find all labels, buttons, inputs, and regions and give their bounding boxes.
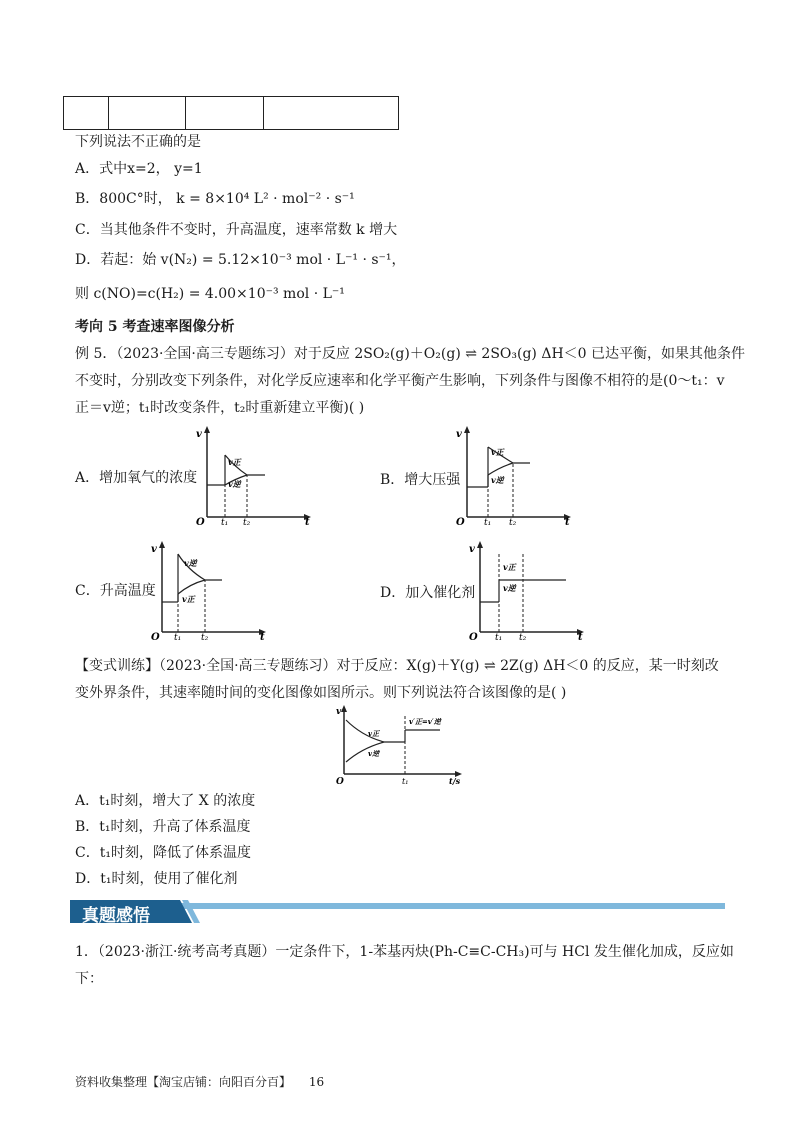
example5-line1: 例 5．（2023·全国·高三专题练习）对于反应 2SO₂(g)＋O₂(g) ⇌ 2SO₃(g) ΔH＜0 已达平衡，如果其他条件 [75,346,746,362]
v-ni-label: v逆 [228,479,241,489]
variant-option-b: B．t₁时刻，升高了体系温度 [75,819,251,835]
t1-label: t₁ [174,633,182,640]
option-a: A．式中x=2， y=1 [75,161,203,177]
axis-v-label: v [469,544,475,555]
graph-a [195,425,315,525]
t1-label: t₁ [221,518,229,525]
table-cell [264,97,399,130]
v-ni-label: v逆 [491,475,504,485]
v-zheng-label: v正 [368,729,380,738]
v-ni-label: v逆 [503,583,516,593]
example5-line2: 不变时，分别改变下列条件，对化学反应速率和化学平衡产生影响，下列条件与图像不相符的是(0～t₁：v [75,373,725,389]
footer-text: 资料收集整理【淘宝店铺：向阳百分百】 [75,1075,292,1089]
graph-b-label: B．增大压强 [380,472,461,488]
axis-v-label: v [151,544,157,555]
t1-label: t₁ [495,633,503,640]
variant-option-c: C．t₁时刻，降低了体系温度 [75,845,251,861]
axis-v-label: v [336,707,342,717]
answer-table [63,96,399,130]
v-zheng-label: v正 [503,562,516,572]
page-number: 16 [308,1075,325,1089]
t1-label: t₁ [484,518,492,525]
variant-line1: 【变式训练】（2023·全国·高三专题练习）对于反应：X(g)＋Y(g) ⇌ 2Z(g) ΔH＜0 的反应，某一时刻改 [75,658,719,674]
table-cell [64,97,109,130]
question1-line2: 下： [75,971,103,987]
axis-v-label: v [196,429,202,440]
origin-label: O [469,632,478,640]
graph-a-label: A．增加氧气的浓度 [75,470,198,486]
origin-label: O [151,632,160,640]
v-ni-label: v逆 [184,558,197,568]
variant-option-a: A．t₁时刻，增大了 X 的浓度 [75,793,256,809]
axis-t-label: t [565,517,570,525]
section-title: 考向 5 考查速率图像分析 [75,319,235,335]
option-d: D．若起：始 v(N₂) = 5.12×10⁻³ mol · L⁻¹ · s⁻¹， [75,252,406,268]
axis-ts-label: t/s [449,776,461,786]
footer [75,1073,324,1090]
graph-b [455,425,575,525]
origin-label: O [336,777,344,786]
axis-t-label: t [260,632,265,640]
graph-d-label: D．加入催化剂 [380,585,476,601]
axis-t-label: t [578,632,583,640]
variant-option-d: D．t₁时刻，使用了催化剂 [75,871,238,887]
axis-v-label: v [456,429,462,440]
origin-label: O [456,517,465,525]
axis-t-label: t [305,517,310,525]
banner-title: 真题感悟 [82,906,150,926]
origin-label: O [196,517,205,525]
option-b: B．800C°时， k = 8×10⁴ L² · mol⁻² · s⁻¹ [75,191,355,207]
option-d-cont: 则 c(NO)=c(H₂) = 4.00×10⁻³ mol · L⁻¹ [75,286,345,302]
v-zheng-label: v正 [182,594,195,604]
t2-label: t₂ [243,518,251,525]
t1-label: t₁ [402,777,409,786]
t2-label: t₂ [519,633,527,640]
section-banner [70,897,725,927]
graph-c-label: C．升高温度 [75,583,156,599]
graph-d [468,540,588,640]
graph-c [150,540,270,640]
question-intro: 下列说法不正确的是 [75,134,201,150]
v-ni-label: v逆 [368,749,380,758]
variant-graph [332,704,467,786]
table-cell [186,97,264,130]
v-zheng-label: v正 [228,457,241,467]
table-cell [109,97,186,130]
variant-line2: 变外界条件，其速率随时间的变化图像如图所示。则下列说法符合该图像的是( ) [75,685,567,701]
option-c: C．当其他条件不变时，升高温度，速率常数 k 增大 [75,222,398,238]
v-zheng-label: v正 [491,447,504,457]
question1-line1: 1．（2023·浙江·统考高考真题）一定条件下，1-苯基丙炔(Ph-C≡C-CH₃)可与 HCl 发生催化加成，反应如 [75,944,734,960]
example5-line3: 正＝v逆；t₁时改变条件，t₂时重新建立平衡)( ) [75,400,365,416]
v-prime-label: v′正=v′逆 [409,717,441,726]
t2-label: t₂ [509,518,517,525]
t2-label: t₂ [201,633,209,640]
